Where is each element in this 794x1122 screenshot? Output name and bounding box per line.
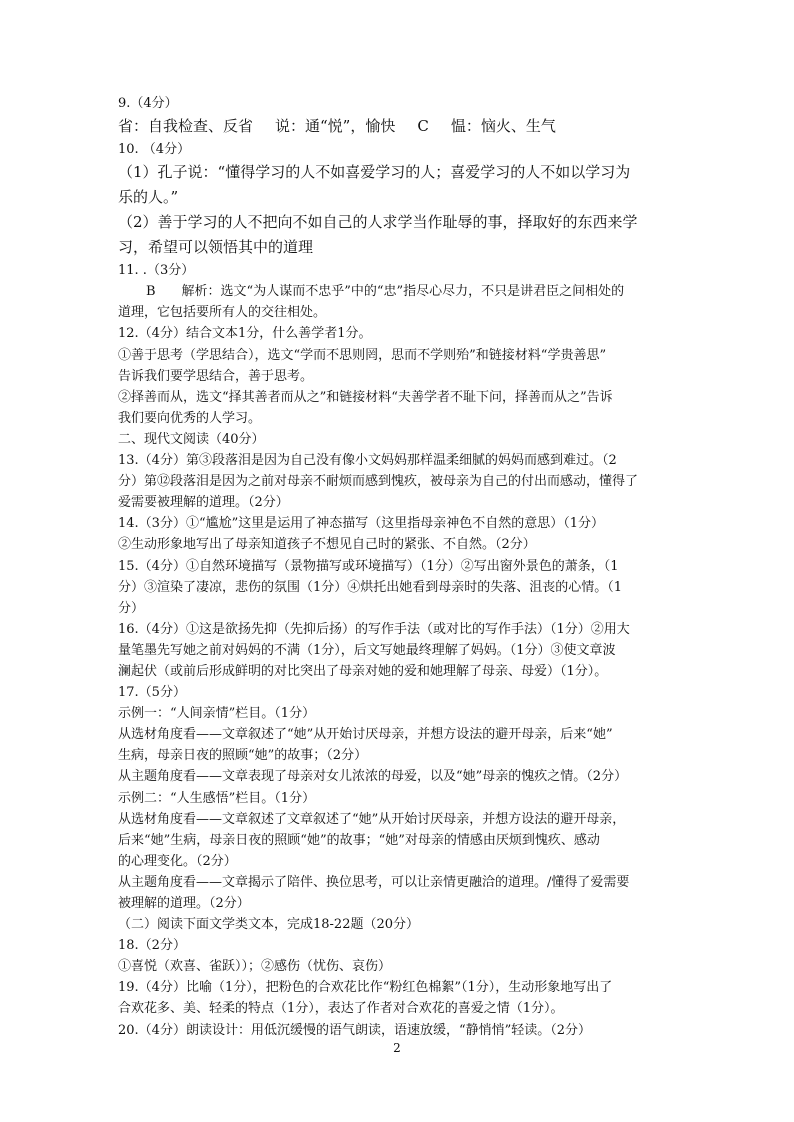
text-line: ①善于思考（学思结合），选文“学而不思则罔，思而不学则殆”和链接材料“学贵善思”	[118, 347, 607, 363]
text-line: 12.（4分）结合文本1分，什么善学者1分。	[118, 326, 372, 342]
text-segment: 愠：恼火、生气	[450, 117, 556, 136]
text-line: 从选材角度看——文章叙述了文章叙述了“她”从开始讨厌母亲，并想方设法的避开母亲，	[118, 811, 626, 827]
text-line: 分）	[118, 600, 145, 616]
text-line: 从主题角度看——文章揭示了陪伴、换位思考，可以让亲情更融洽的道理。/懂得了爱需要	[118, 874, 630, 890]
text-line: 量笔墨先写她之前对妈妈的不满（1分），后文写她最终理解了妈妈。（1分）③使文章波	[118, 642, 616, 658]
text-line: 后来“她”生病，母亲日夜的照顾“她”的故事；“她”对母亲的情感由厌烦到愧疚、感动	[118, 832, 600, 848]
text-line: 分）第⑫段落泪是因为之前对母亲不耐烦而感到愧疚，被母亲为自己的付出而感动，懂得了	[118, 474, 639, 490]
text-line: 13.（4分）第③段落泪是因为自己没有像小文妈妈那样温柔细腻的妈妈而感到难过。（2	[118, 453, 617, 469]
text-line: 10. （4分）	[118, 142, 191, 158]
text-segment: C	[417, 117, 429, 136]
text-line: 14.（3分）①“尴尬”这里是运用了神态描写（这里指母亲神色不自然的意思）（1分）	[118, 516, 605, 532]
text-line: 被理解的道理。（2分）	[118, 896, 250, 911]
text-line: 20.（4分）朗读设计：用低沉缓慢的语气朗读，语速放缓，“静悄悄”轻读。（2分）	[118, 1022, 592, 1038]
text-line: 9.（4分）	[118, 96, 178, 111]
text-line: 告诉我们要学思结合，善于思考。	[118, 368, 314, 384]
answer-page	[118, 93, 688, 1041]
text-line: 示例一：“人间亲情”栏目。（1分）	[118, 706, 316, 722]
text-line: （1）孔子说：“懂得学习的人不如喜爱学习的人；喜爱学习的人不如以学习为	[118, 163, 631, 182]
text-line: 11. .（3分）	[118, 263, 195, 279]
text-line: 的心理变化。（2分）	[118, 853, 237, 869]
text-line: ①喜悦（欢喜、雀跃））；②感伤（忧伤、哀伤）	[118, 959, 392, 975]
text-line: 习，希望可以领悟其中的道理	[118, 238, 314, 257]
text-line: 18.（2分）	[118, 938, 186, 954]
text-line: 道理，它包括要所有人的交往相处。	[118, 305, 327, 321]
text-line: 澜起伏（或前后形成鲜明的对比突出了母亲对她的爱和她理解了母亲、母爱）（1分）。	[118, 663, 608, 679]
text-line: B 解析：选文“为人谋而不忠乎”中的“忠”指尽心尽力，不只是讲君臣之间相处的	[146, 284, 625, 300]
text-line: 我们要向优秀的人学习。	[118, 410, 262, 426]
text-line: ②生动形象地写出了母亲知道孩子不想见自己时的紧张、不自然。（2分）	[118, 537, 536, 553]
text-line: 分）③渲染了凄凉，悲伤的氛围（1分）④烘托出她看到母亲时的失落、沮丧的心情。（1	[118, 579, 623, 595]
text-line: 从主题角度看——文章表现了母亲对女儿浓浓的母爱，以及“她”母亲的愧疚之情。（2分）	[118, 769, 628, 785]
text-segment: 省：自我检查、反省	[118, 117, 254, 136]
text-segment: 说：通“悦”，愉快	[275, 117, 396, 136]
text-line: 二、现代文阅读（40分）	[118, 431, 265, 447]
text-line: （二）阅读下面文学类文本，完成18-22题（20分）	[118, 917, 420, 933]
text-line: 乐的人。”	[118, 188, 179, 207]
text-line: 19.（4分）比喻（1分），把粉色的合欢花比作“粉红色棉絮”（1分），生动形象地写出了	[118, 980, 613, 996]
page-number: 2	[393, 1041, 401, 1055]
text-line: 爱需要被理解的道理。（2分）	[118, 495, 289, 511]
text-line: ②择善而从，选文“择其善者而从之”和链接材料“夫善学者不耻下问，择善而从之”告诉	[118, 389, 613, 405]
text-line	[118, 114, 688, 139]
text-line: 示例二：“人生感悟”栏目。（1分）	[118, 790, 316, 806]
text-line: 15.（4分）①自然环境描写（景物描写或环境描写）（1分）②写出窗外景色的萧条，（1	[118, 558, 619, 574]
text-line: 生病，母亲日夜的照顾“她”的故事；（2分）	[118, 748, 368, 764]
text-line: 16.（4分）①这是欲扬先抑（先抑后扬）的写作手法（或对比的写作手法）（1分）②用大	[118, 621, 630, 637]
text-line: （2）善于学习的人不把向不如自己的人求学当作耻辱的事，择取好的东西来学	[118, 213, 638, 232]
text-line: 从选材角度看——文章叙述了“她”从开始讨厌母亲，并想方设法的避开母亲，后来“她”	[118, 727, 613, 743]
text-line: 合欢花多、美、轻柔的特点（1分），表达了作者对合欢花的喜爱之情（1分）。	[118, 1001, 564, 1017]
text-line: 17.（5分）	[118, 685, 186, 701]
